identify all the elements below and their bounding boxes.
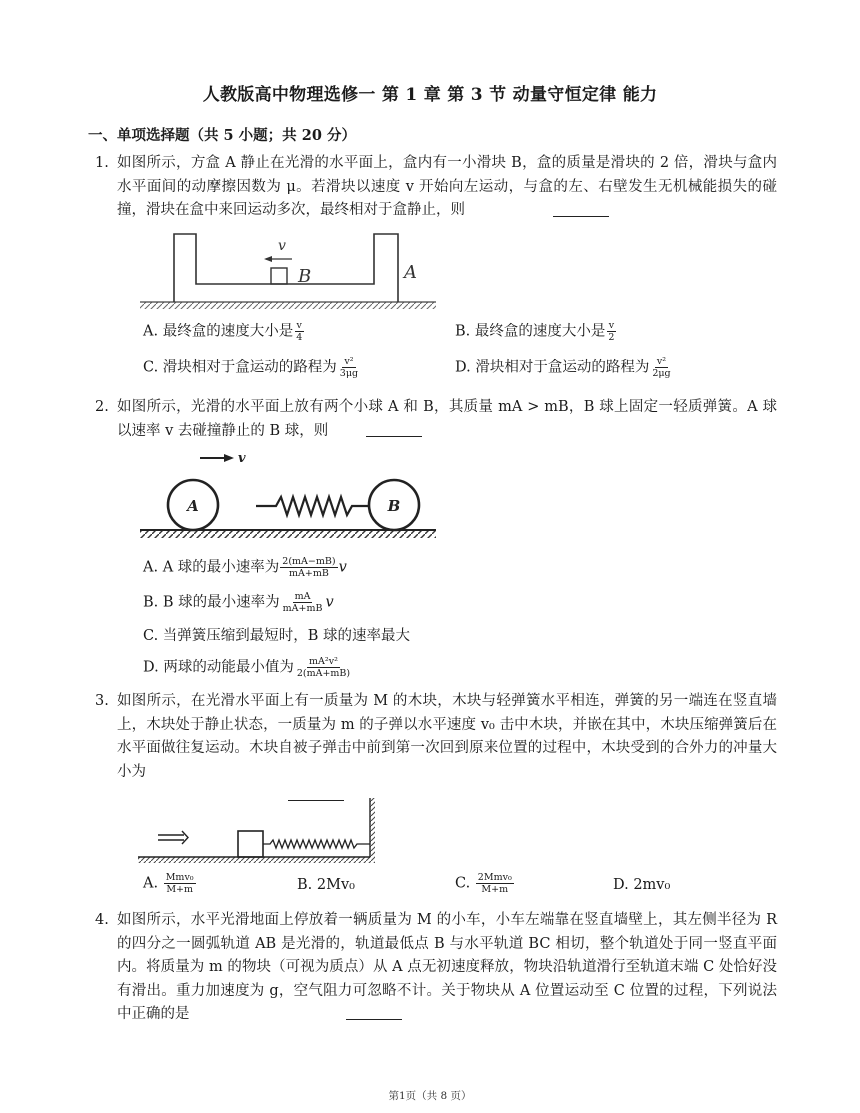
box-label: A — [404, 262, 417, 283]
option-c[interactable]: C. 当弹簧压缩到最短时，B 球的速率最大 — [143, 628, 411, 644]
slider-label: B — [298, 266, 312, 287]
figure-box-slider — [138, 226, 438, 314]
option-d[interactable]: D. 滑块相对于盒运动的路程为 $\frac{\text{v²}}{2\mu g}$ — [455, 356, 671, 379]
option-a[interactable]: A. $\frac{\text{Mmv₀}}{M+m}$ — [143, 872, 194, 895]
answer-blank[interactable] — [346, 1004, 402, 1020]
section-heading: 一、单项选择题（共 5 小题；共 20 分） — [88, 127, 356, 144]
figure-two-balls-spring — [138, 450, 438, 540]
page-title: 人教版高中物理选修一 第 1 章 第 3 节 动量守恒定律 能力 — [202, 85, 658, 105]
question-text: 如图所示，光滑的水平面上放有两个小球 A 和 B，其质量 mA > mB，B 球上固定一轻质弹簧。A 球以速率 v 去碰撞静止的 B 球，则 — [117, 399, 777, 439]
option-c[interactable]: C. 滑块相对于盒运动的路程为 $\frac{\text{v²}}{3\mu g}$ — [143, 356, 359, 379]
option-d[interactable]: D. 2mv₀ — [613, 877, 671, 893]
answer-blank[interactable] — [366, 421, 422, 437]
question-text: 如图所示，水平光滑地面上停放着一辆质量为 M 的小车，小车左端靠在竖直墙壁上，其左侧半径为 R 的四分之一圆弧轨道 AB 是光滑的，轨道最低点 B 与水平轨道 BC 相切，整个轨道处于同一竖直平面内。将质量为 m 的物块（可视为质点）从 A 点无初速度释放，物块沿轨道滑行至轨道末端 C 处恰好没有滑出。重力加速度为 g，空气阻力可忽略不计。关于物块从 A 位置运动至 C 位置的过程，下列说法中正确的是 — [117, 912, 777, 1022]
option-d[interactable]: D. 两球的动能最小值为 $\frac{\text{mA²v²}}{2(mA+mB)}$ — [143, 656, 351, 679]
question-4 — [95, 909, 777, 1027]
question-1 — [95, 152, 777, 223]
option-b[interactable]: B. 2Mv₀ — [297, 877, 355, 893]
answer-blank[interactable] — [553, 201, 609, 217]
ball-b-label: B — [387, 497, 401, 515]
question-3 — [95, 690, 777, 784]
question-number: 1. — [95, 155, 109, 171]
question-2 — [95, 396, 777, 443]
velocity-label: v — [238, 451, 246, 466]
option-b[interactable]: B. 最终盒的速度大小是 $\frac{v}{2}$ — [455, 320, 615, 343]
option-a[interactable]: A. A 球的最小速率为 $\frac{2(mA-mB)}{mA+mB}$ v — [143, 556, 347, 579]
option-b[interactable]: B. B 球的最小速率为 $\frac{mA}{mA+mB}$ v — [143, 591, 334, 614]
question-number: 2. — [95, 399, 109, 415]
question-text: 如图所示，在光滑水平面上有一质量为 M 的木块，木块与轻弹簧水平相连，弹簧的另一端连在竖直墙上，木块处于静止状态，一质量为 m 的子弹以水平速度 v₀ 击中木块，并嵌在其中，木块压缩弹簧后在水平面做往复运动。木块自被子弹击中前到第一次回到原来位置的过程中，木块受到的合外力的冲量大小为 — [117, 693, 777, 780]
option-a[interactable]: A. 最终盒的速度大小是 $\frac{v}{4}$ — [143, 320, 303, 343]
option-c[interactable]: C. $\frac{\text{2Mmv₀}}{M+m}$ — [455, 872, 512, 895]
question-number: 4. — [95, 912, 109, 928]
ball-a-label: A — [187, 497, 199, 515]
page-footer: 第1页（共 8 页） — [388, 1090, 472, 1102]
velocity-label: v — [278, 238, 286, 254]
question-text: 如图所示，方盒 A 静止在光滑的水平面上，盒内有一小滑块 B，盒的质量是滑块的 2 倍，滑块与盒内水平面间的动摩擦因数为 μ。若滑块以速度 v 开始向左运动，与盒的左、右壁发生无机械能损失的碰撞，滑块在盒中来回运动多次，最终相对于盒静止，则 — [117, 155, 777, 218]
figure-bullet-block-spring — [136, 796, 376, 866]
question-number: 3. — [95, 693, 109, 709]
